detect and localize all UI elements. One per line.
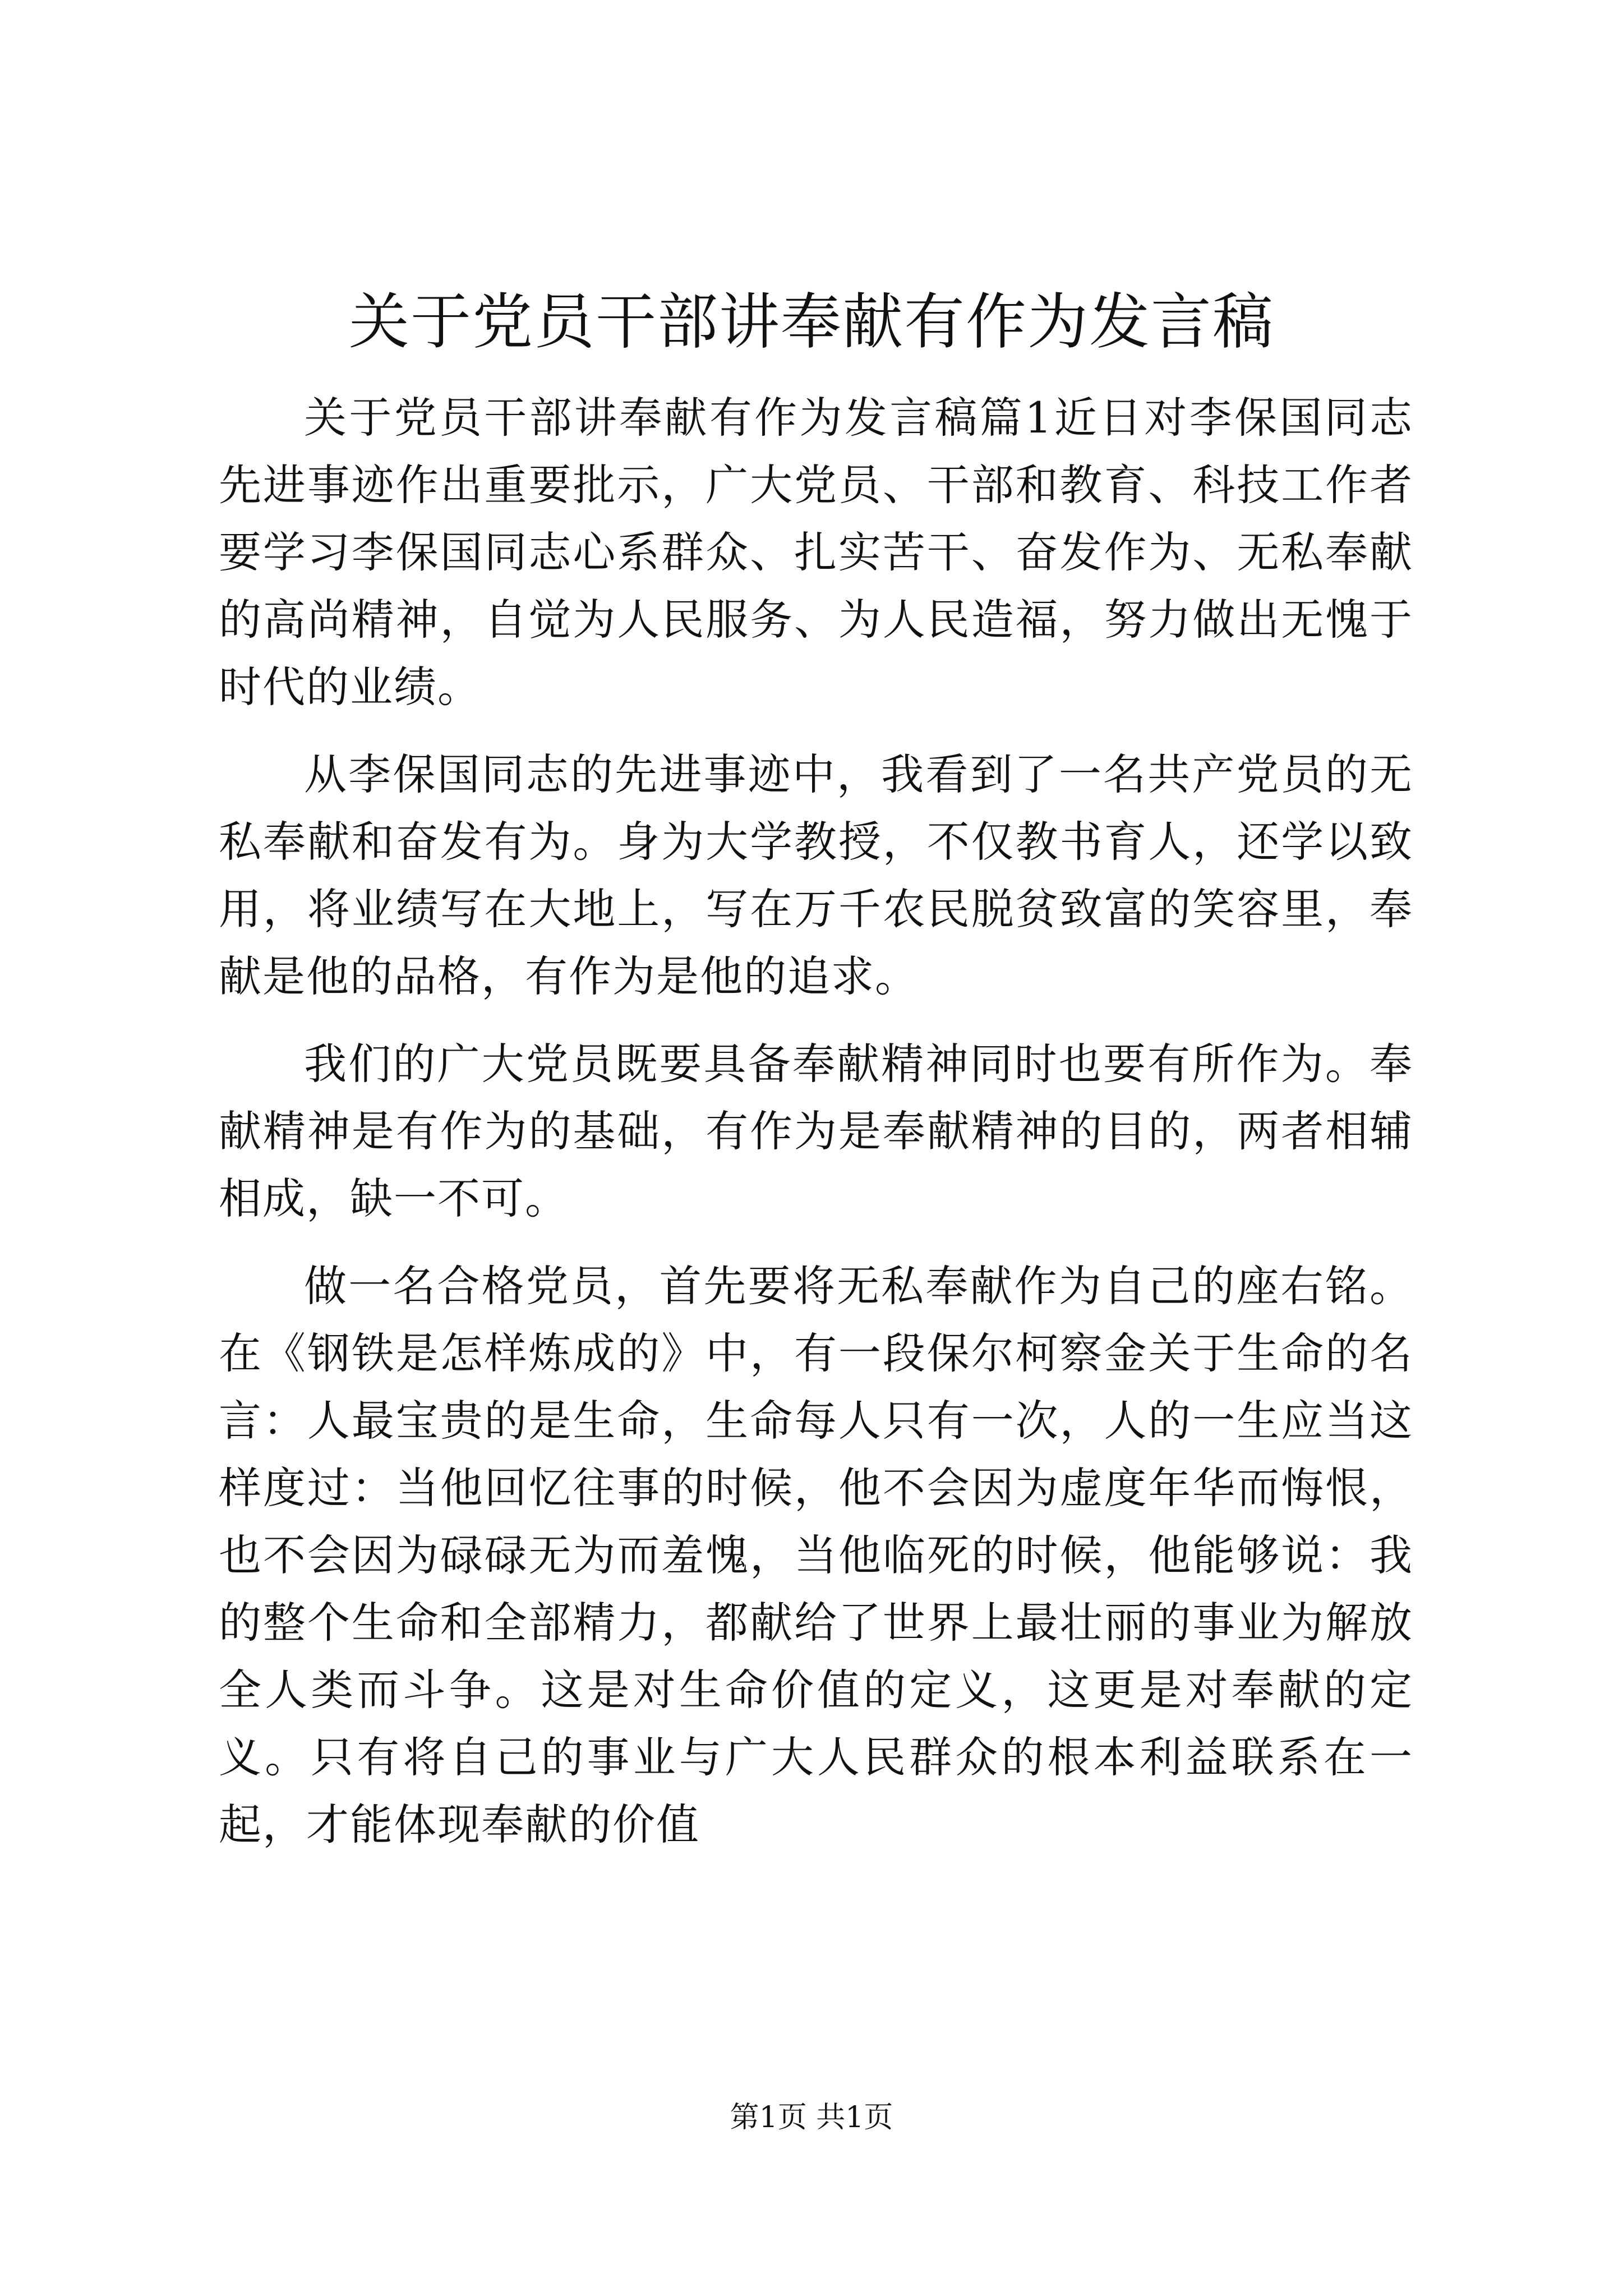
paragraph-2: 从李保国同志的先进事迹中，我看到了一名共产党员的无私奉献和奋发有为。身为大学教授，不仅教书育人，还学以致用，将业绩写在大地上，写在万千农民脱贫致富的笑容里，奉献是他的品格，有作为是他的追求。 xyxy=(219,749,1413,1001)
document-body xyxy=(219,384,1413,1858)
paragraph-3: 我们的广大党员既要具备奉献精神同时也要有所作为。奉献精神是有作为的基础，有作为是奉献精神的目的，两者相辅相成，缺一不可。 xyxy=(219,1039,1413,1223)
page-number-footer: 第1页 共1页 xyxy=(730,2101,893,2134)
paragraph-1: 关于党员干部讲奉献有作为发言稿篇1近日对李保国同志先进事迹作出重要批示，广大党员、干部和教育、科技工作者要学习李保国同志心系群众、扎实苦干、奋发作为、无私奉献的高尚精神，自觉为人民服务、为人民造福，努力做出无愧于时代的业绩。 xyxy=(219,393,1413,712)
paragraph-4: 做一名合格党员，首先要将无私奉献作为自己的座右铭。在《钢铁是怎样炼成的》中，有一段保尔柯察金关于生命的名言：人最宝贵的是生命，生命每人只有一次，人的一生应当这样度过：当他回忆往事的时候，他不会因为虚度年华而悔恨，也不会因为碌碌无为而羞愧，当他临死的时候，他能够说：我的整个生命和全部精力，都献给了世界上最壮丽的事业为解放全人类而斗争。这是对生命价值的定义，这更是对奉献的定义。只有将自己的事业与广大人民群众的根本利益联系在一起，才能体现奉献的价值 xyxy=(219,1261,1413,1849)
document-title: 关于党员干部讲奉献有作为发言稿 xyxy=(348,287,1274,357)
